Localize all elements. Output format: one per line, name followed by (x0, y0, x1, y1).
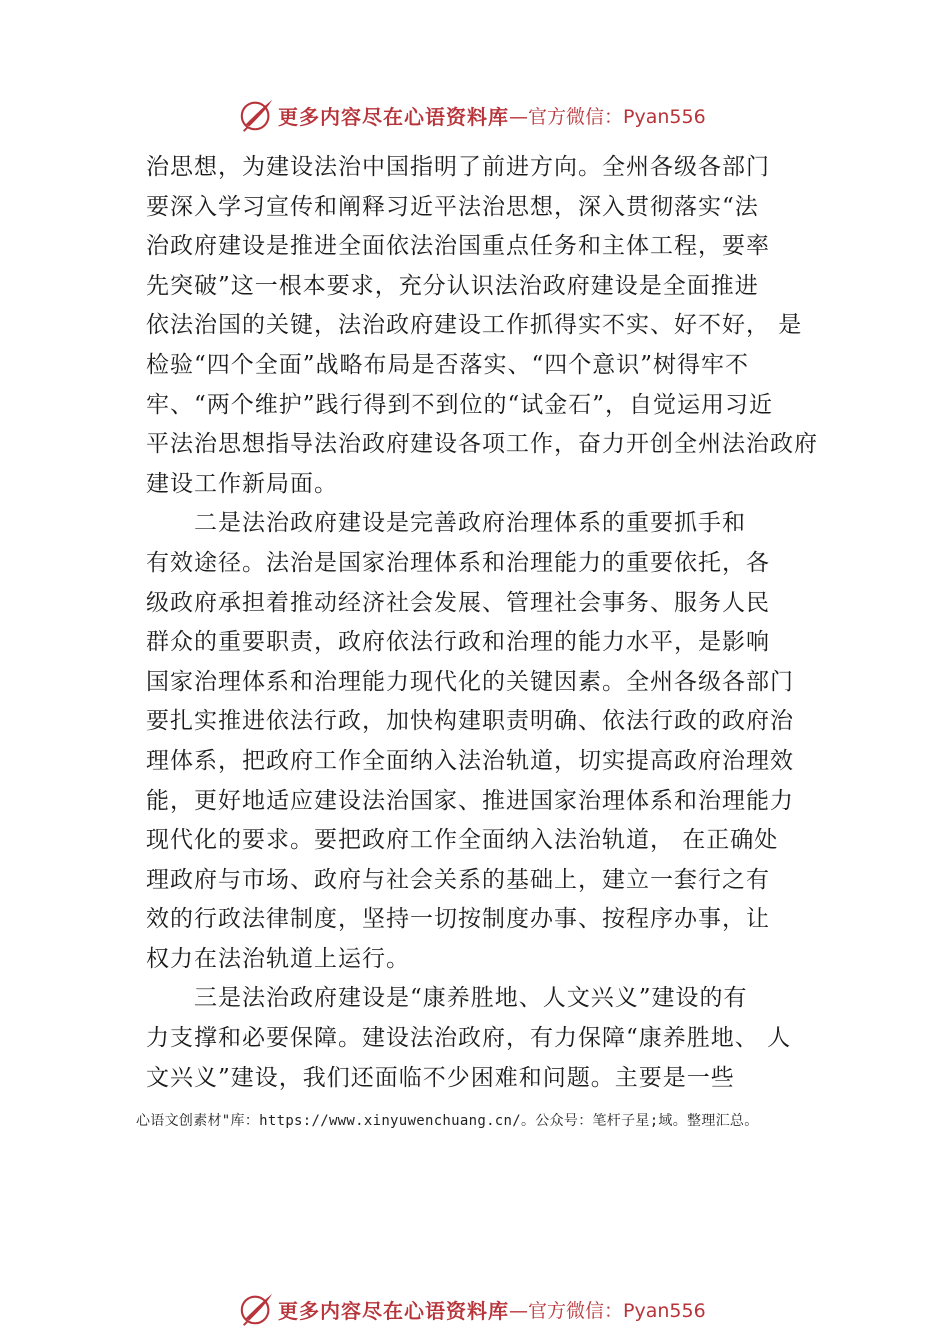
text-line: 文兴义”建设，我们还面临不少困难和问题。主要是一些 (146, 1064, 735, 1091)
text-line: 理体系，把政府工作全面纳入法治轨道，切实提高政府治理效 (146, 747, 794, 774)
text-line: 牢、“两个维护”践行得到不到位的“试金石”，自觉运用习近 (146, 391, 774, 418)
text-line: 现代化的要求。要把政府工作全面纳入法治轨道， 在正确处 (146, 827, 779, 854)
document-body (146, 148, 826, 1098)
text-line: 理政府与市场、政府与社会关系的基础上，建立一套行之有 (146, 866, 770, 893)
brand-text: 更多内容尽在心语资料库 (278, 1298, 509, 1323)
brand-text: 更多内容尽在心语资料库 (278, 104, 509, 129)
text-line: 群众的重要职责，政府依法行政和治理的能力水平，是影响 (146, 629, 770, 656)
header-banner (238, 93, 758, 137)
text-line: 有效途径。法治是国家治理体系和治理能力的重要依托，各 (146, 549, 770, 576)
text-line: 三是法治政府建设是“康养胜地、人文兴义”建设的有 (146, 985, 748, 1012)
text-line: 级政府承担着推动经济社会发展、管理社会事务、服务人民 (146, 589, 770, 616)
text-line: 力支撑和必要保障。建设法治政府，有力保障“康养胜地、 人 (146, 1025, 792, 1052)
text-line: 国家治理体系和治理能力现代化的关键因素。全州各级各部门 (146, 668, 794, 695)
wechat-contact: —官方微信：Pyan556 (509, 1299, 706, 1322)
text-line: 治政府建设是推进全面依法治国重点任务和主体工程，要率 (146, 233, 770, 260)
quill-pen-logo-icon (238, 1290, 276, 1328)
text-line: 要扎实推进依法行政，加快构建职责明确、依法行政的政府治 (146, 708, 794, 735)
text-line: 效的行政法律制度，坚持一切按制度办事、按程序办事，让 (146, 906, 770, 933)
text-line: 要深入学习宣传和阐释习近平法治思想，深入贯彻落实“法 (146, 193, 759, 220)
text-line: 能，更好地适应建设法治国家、推进国家治理体系和治理能力 (146, 787, 794, 814)
text-line: 依法治国的关键，法治政府建设工作抓得实不实、好不好， 是 (146, 312, 803, 339)
text-line: 二是法治政府建设是完善政府治理体系的重要抓手和 (146, 510, 746, 537)
source-footer: 心语文创素材"库：https://www.xinyuwenchuang.cn/。公众号：笔杆子星;域。整理汇总。 (136, 1113, 759, 1129)
text-line: 检验“四个全面”战略布局是否落实、“四个意识”树得牢不 (146, 351, 750, 378)
footer-banner (238, 1287, 758, 1331)
text-line: 建设工作新局面。 (146, 470, 338, 497)
text-line: 权力在法治轨道上运行。 (146, 945, 410, 972)
wechat-contact: —官方微信：Pyan556 (509, 105, 706, 128)
text-line: 先突破”这一根本要求，充分认识法治政府建设是全面推进 (146, 272, 759, 299)
quill-pen-logo-icon (238, 96, 276, 134)
text-line: 平法治思想指导法治政府建设各项工作，奋力开创全州法治政府 (146, 431, 818, 458)
text-line: 治思想，为建设法治中国指明了前进方向。全州各级各部门 (146, 154, 770, 180)
